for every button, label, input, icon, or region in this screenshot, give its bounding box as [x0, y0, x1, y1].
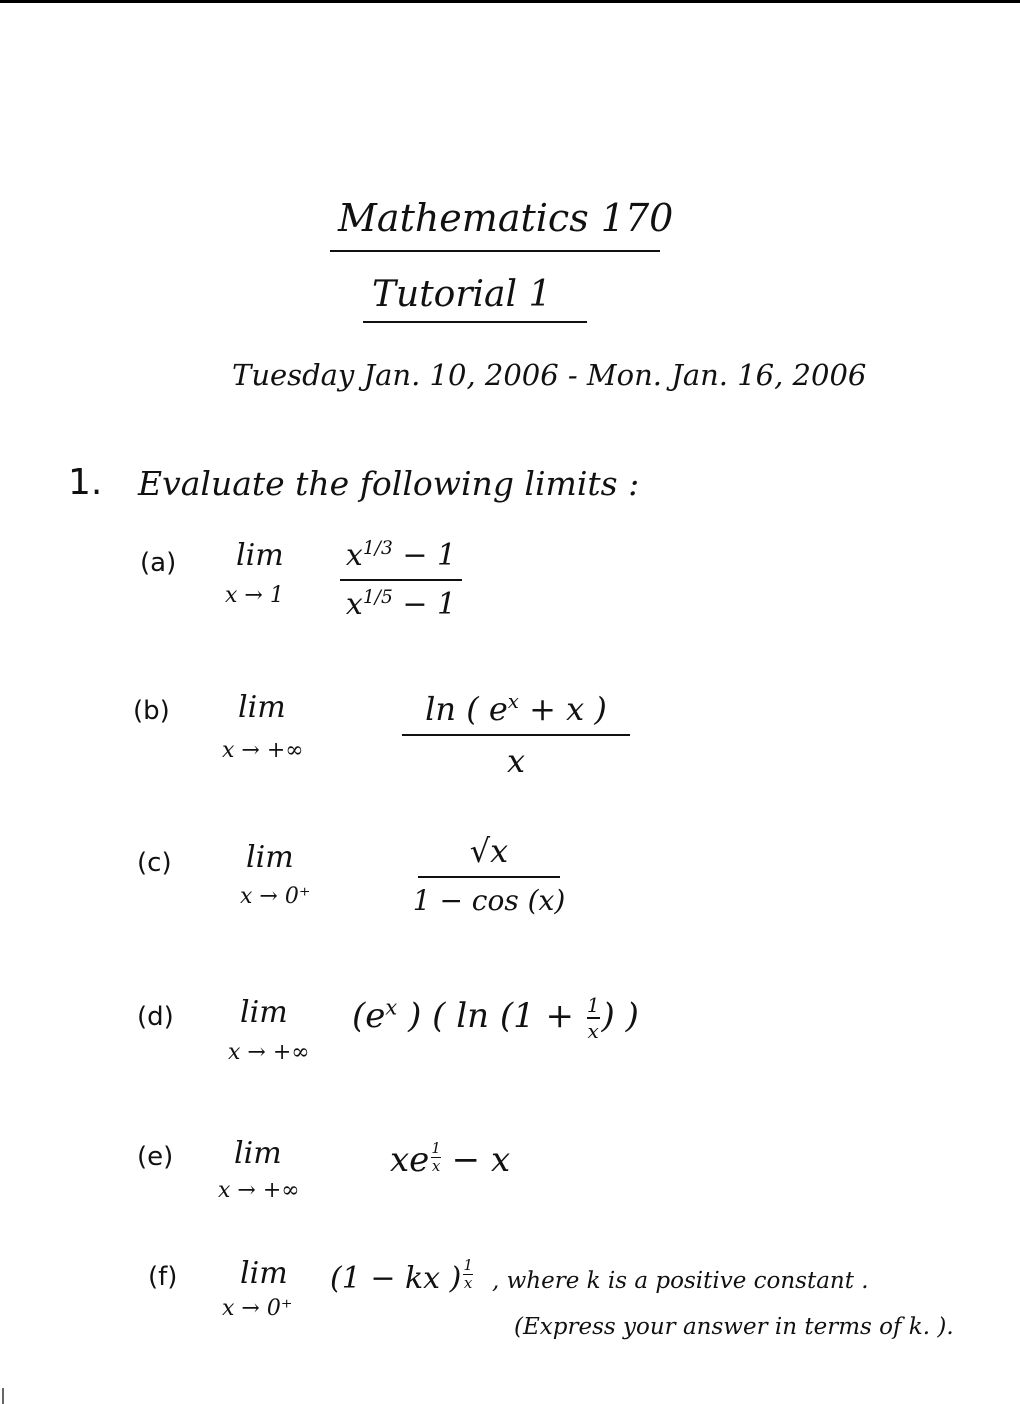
part-f-note-line1: , where k is a positive constant .	[492, 1268, 869, 1294]
part-f-label: (f)	[148, 1262, 178, 1292]
part-f-expression: (1 − kx ) $\frac{1}{x}$	[330, 1256, 473, 1296]
part-a-lim: lim	[236, 538, 284, 573]
part-c-lim: lim	[246, 840, 294, 875]
part-b-fraction-bar	[402, 734, 630, 736]
part-d-expression: ($e^x$ ) ( ln (1 + $\frac{1}{x}$ ) )	[352, 993, 639, 1043]
part-b-label: (b)	[133, 696, 170, 726]
part-b-approach: x → +∞	[222, 738, 304, 763]
part-c-denominator: 1 − cos (x)	[412, 884, 566, 917]
part-c-fraction	[412, 832, 566, 917]
part-e-exponent: $\frac{1}{x}$	[431, 1139, 441, 1175]
part-e-expression: xe $\frac{1}{x}$ − x	[390, 1139, 511, 1180]
part-d-lim: lim	[240, 995, 288, 1030]
tutorial-title-underline	[363, 321, 587, 323]
part-c-approach: x → 0⁺	[240, 884, 311, 909]
tutorial-dates: Tuesday Jan. 10, 2006 - Mon. Jan. 16, 2006	[232, 358, 867, 392]
part-e-label: (e)	[137, 1142, 174, 1172]
part-a-denominator: $x^{1/5} - 1$	[345, 586, 457, 622]
part-a-fraction-bar	[340, 579, 462, 581]
part-d-approach: x → +∞	[228, 1040, 310, 1065]
part-f-note-line2: (Express your answer in terms of k. ).	[514, 1314, 954, 1340]
part-b-lim: lim	[238, 690, 286, 725]
part-d-label: (d)	[137, 1002, 174, 1032]
part-f-exponent: $\frac{1}{x}$	[463, 1256, 473, 1292]
part-b-denominator: x	[506, 742, 526, 780]
course-title: Mathematics 170	[338, 196, 674, 240]
part-b-fraction	[402, 690, 630, 780]
part-b-numerator: ln ( $e^x + x$ )	[425, 690, 607, 728]
part-a-fraction	[340, 538, 462, 622]
part-e-lim: lim	[234, 1136, 282, 1171]
question-prompt: Evaluate the following limits :	[138, 464, 640, 503]
scan-top-border	[0, 0, 1020, 3]
scan-margin-mark	[2, 1388, 4, 1404]
part-f-lim: lim	[240, 1256, 288, 1291]
part-c-fraction-bar	[418, 876, 560, 878]
part-a-label: (a)	[140, 548, 177, 578]
part-f-approach: x → 0⁺	[222, 1296, 293, 1321]
part-e-approach: x → +∞	[218, 1178, 300, 1203]
tutorial-title: Tutorial 1	[372, 274, 552, 315]
part-c-label: (c)	[137, 848, 172, 878]
part-a-numerator: $x^{1/3} - 1$	[345, 537, 457, 573]
part-d-inline-fraction: $\frac{1}{x}$	[586, 993, 600, 1043]
question-number: 1.	[68, 462, 103, 503]
part-a-approach: x → 1	[225, 583, 284, 608]
part-c-numerator: √x	[469, 832, 509, 870]
course-title-underline	[330, 250, 660, 252]
